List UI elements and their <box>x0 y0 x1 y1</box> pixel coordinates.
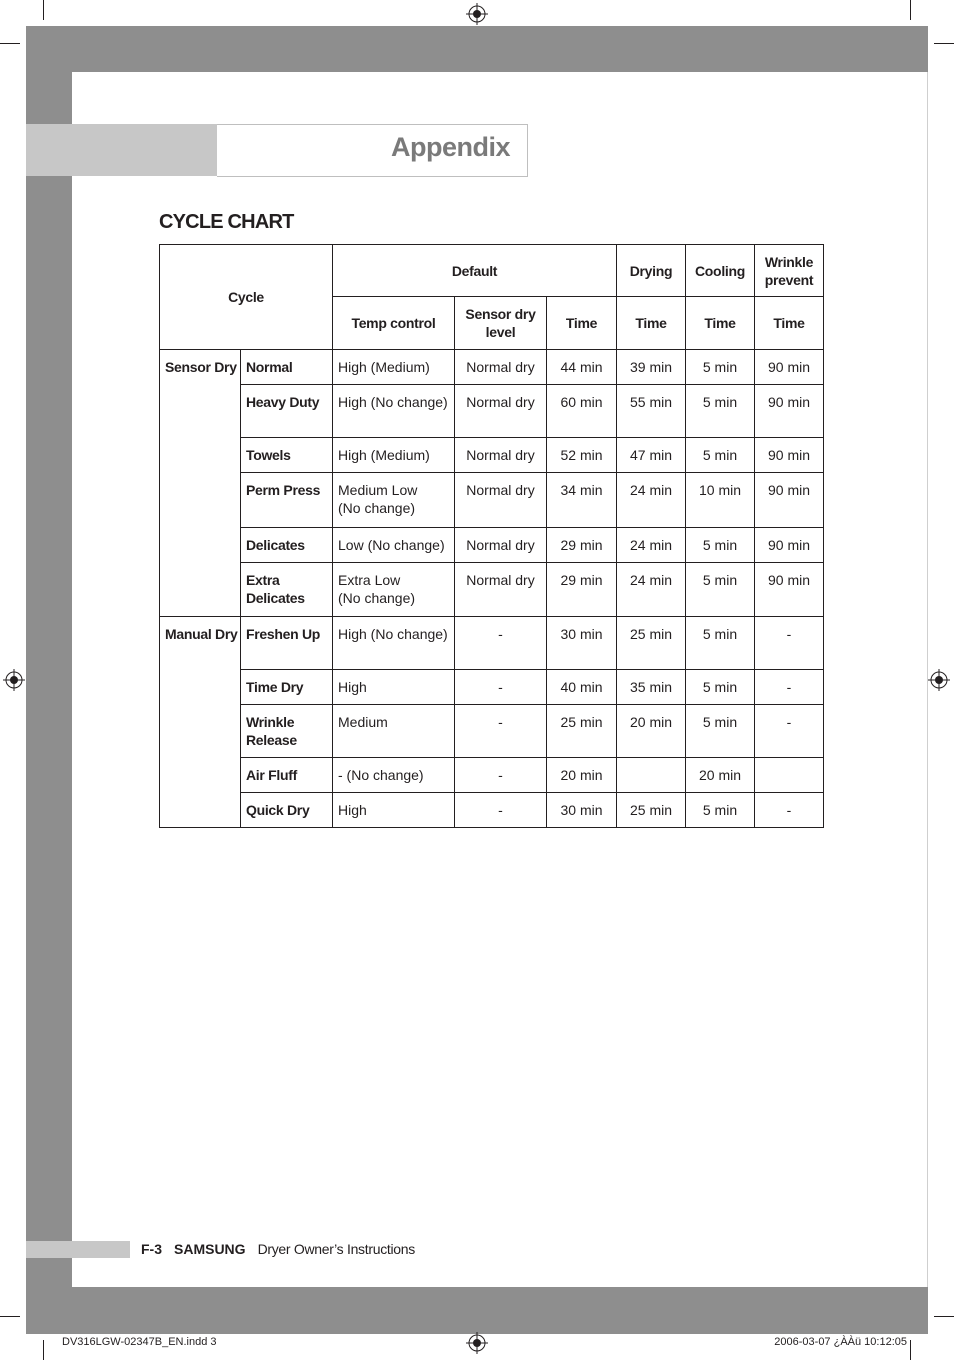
temp-control-cell: High (Medium) <box>333 438 455 473</box>
registration-mark-icon <box>466 3 488 25</box>
table-row <box>160 563 824 617</box>
wrinkle-prevent-time-cell: 90 min <box>755 385 824 438</box>
wrinkle-prevent-time-cell: 90 min <box>755 350 824 385</box>
page-frame-top <box>26 26 928 72</box>
wrinkle-prevent-time-cell: 90 min <box>755 438 824 473</box>
cooling-time-cell: 10 min <box>686 473 755 528</box>
sensor-dry-level-cell: - <box>455 705 547 758</box>
default-time-cell: 29 min <box>547 563 617 617</box>
drying-time-cell: 35 min <box>617 670 686 705</box>
group-label: Manual Dry <box>160 617 241 828</box>
cycle-name: Time Dry <box>241 670 333 705</box>
default-time-cell: 34 min <box>547 473 617 528</box>
cycle-chart-body <box>160 350 824 828</box>
default-time-cell: 52 min <box>547 438 617 473</box>
cycle-name: Wrinkle Release <box>241 705 333 758</box>
wrinkle-prevent-time-cell <box>755 758 824 793</box>
default-time-cell: 25 min <box>547 705 617 758</box>
default-time-cell: 20 min <box>547 758 617 793</box>
cooling-time-cell: 5 min <box>686 438 755 473</box>
wrinkle-prevent-time-cell: - <box>755 705 824 758</box>
cycle-name: Towels <box>241 438 333 473</box>
cooling-time-cell: 5 min <box>686 563 755 617</box>
sensor-dry-level-cell: - <box>455 758 547 793</box>
default-time-cell: 40 min <box>547 670 617 705</box>
drying-time-cell: 24 min <box>617 473 686 528</box>
header-wrinkle-time: Time <box>755 297 824 350</box>
table-row <box>160 350 824 385</box>
cooling-time-cell: 5 min <box>686 350 755 385</box>
header-cycle: Cycle <box>160 245 333 350</box>
wrinkle-prevent-time-cell: 90 min <box>755 563 824 617</box>
drying-time-cell <box>617 758 686 793</box>
temp-control-cell: - (No change) <box>333 758 455 793</box>
table-row <box>160 758 824 793</box>
default-time-cell: 30 min <box>547 617 617 670</box>
crop-mark <box>910 0 911 20</box>
cooling-time-cell: 20 min <box>686 758 755 793</box>
drying-time-cell: 25 min <box>617 617 686 670</box>
temp-control-cell: Medium Low (No change) <box>333 473 455 528</box>
cycle-chart-table <box>159 244 824 828</box>
registration-mark-icon <box>466 1332 488 1354</box>
table-row <box>160 617 824 670</box>
cycle-name: Extra Delicates <box>241 563 333 617</box>
cycle-name: Quick Dry <box>241 793 333 828</box>
brand-name: SAMSUNG <box>174 1241 246 1257</box>
temp-control-cell: Extra Low (No change) <box>333 563 455 617</box>
header-time: Time <box>547 297 617 350</box>
crop-mark <box>43 1340 44 1360</box>
registration-mark-icon <box>3 669 25 691</box>
crop-mark <box>934 1316 954 1317</box>
header-cooling: Cooling <box>686 245 755 297</box>
cooling-time-cell: 5 min <box>686 670 755 705</box>
sensor-dry-level-cell: - <box>455 670 547 705</box>
temp-control-cell: High (No change) <box>333 385 455 438</box>
wrinkle-prevent-time-cell: - <box>755 617 824 670</box>
drying-time-cell: 47 min <box>617 438 686 473</box>
table-row <box>160 438 824 473</box>
temp-control-cell: High <box>333 670 455 705</box>
print-slug-date: 2006-03-07 ¿ÀÀü 10:12:05 <box>774 1336 907 1348</box>
crop-mark <box>910 1340 911 1360</box>
wrinkle-prevent-time-cell: - <box>755 670 824 705</box>
wrinkle-prevent-time-cell: 90 min <box>755 528 824 563</box>
cooling-time-cell: 5 min <box>686 617 755 670</box>
header-drying-time: Time <box>617 297 686 350</box>
drying-time-cell: 24 min <box>617 528 686 563</box>
cooling-time-cell: 5 min <box>686 385 755 438</box>
page-number: F-3 <box>141 1241 162 1257</box>
table-row <box>160 793 824 828</box>
table-row <box>160 528 824 563</box>
header-default: Default <box>333 245 617 297</box>
page-frame-left <box>26 26 72 1334</box>
sensor-dry-level-cell: Normal dry <box>455 563 547 617</box>
temp-control-cell: High <box>333 793 455 828</box>
wrinkle-prevent-time-cell: 90 min <box>755 473 824 528</box>
drying-time-cell: 25 min <box>617 793 686 828</box>
crop-mark <box>0 1316 20 1317</box>
footer <box>141 1241 415 1257</box>
footer-accent-bar <box>26 1241 130 1258</box>
page-title: CYCLE CHART <box>159 211 294 233</box>
cycle-name: Heavy Duty <box>241 385 333 438</box>
cooling-time-cell: 5 min <box>686 528 755 563</box>
crop-mark <box>0 43 20 44</box>
temp-control-cell: High (No change) <box>333 617 455 670</box>
cycle-name: Normal <box>241 350 333 385</box>
sensor-dry-level-cell: Normal dry <box>455 438 547 473</box>
table-row <box>160 473 824 528</box>
wrinkle-prevent-time-cell: - <box>755 793 824 828</box>
registration-mark-icon <box>928 669 950 691</box>
default-time-cell: 60 min <box>547 385 617 438</box>
table-row <box>160 705 824 758</box>
table-row <box>160 670 824 705</box>
cycle-name: Delicates <box>241 528 333 563</box>
print-slug-file: DV316LGW-02347B_EN.indd 3 <box>62 1336 217 1348</box>
footer-description: Dryer Owner’s Instructions <box>257 1241 415 1257</box>
cycle-name: Freshen Up <box>241 617 333 670</box>
drying-time-cell: 20 min <box>617 705 686 758</box>
cycle-name: Perm Press <box>241 473 333 528</box>
section-tab-title: Appendix <box>390 132 510 162</box>
section-tab-accent <box>26 124 217 176</box>
header-drying: Drying <box>617 245 686 297</box>
header-sensor-dry-level: Sensor dry level <box>455 297 547 350</box>
sensor-dry-level-cell: - <box>455 617 547 670</box>
header-wrinkle-prevent: Wrinkle prevent <box>755 245 824 297</box>
default-time-cell: 29 min <box>547 528 617 563</box>
cycle-name: Air Fluff <box>241 758 333 793</box>
drying-time-cell: 39 min <box>617 350 686 385</box>
default-time-cell: 30 min <box>547 793 617 828</box>
temp-control-cell: High (Medium) <box>333 350 455 385</box>
drying-time-cell: 24 min <box>617 563 686 617</box>
sensor-dry-level-cell: - <box>455 793 547 828</box>
cooling-time-cell: 5 min <box>686 793 755 828</box>
default-time-cell: 44 min <box>547 350 617 385</box>
header-temp-control: Temp control <box>333 297 455 350</box>
sensor-dry-level-cell: Normal dry <box>455 528 547 563</box>
temp-control-cell: Medium <box>333 705 455 758</box>
temp-control-cell: Low (No change) <box>333 528 455 563</box>
sensor-dry-level-cell: Normal dry <box>455 473 547 528</box>
page-frame-bottom <box>26 1287 928 1334</box>
crop-mark <box>934 43 954 44</box>
crop-mark <box>43 0 44 20</box>
header-cooling-time: Time <box>686 297 755 350</box>
sensor-dry-level-cell: Normal dry <box>455 350 547 385</box>
group-label: Sensor Dry <box>160 350 241 617</box>
cooling-time-cell: 5 min <box>686 705 755 758</box>
table-row <box>160 385 824 438</box>
drying-time-cell: 55 min <box>617 385 686 438</box>
sensor-dry-level-cell: Normal dry <box>455 385 547 438</box>
